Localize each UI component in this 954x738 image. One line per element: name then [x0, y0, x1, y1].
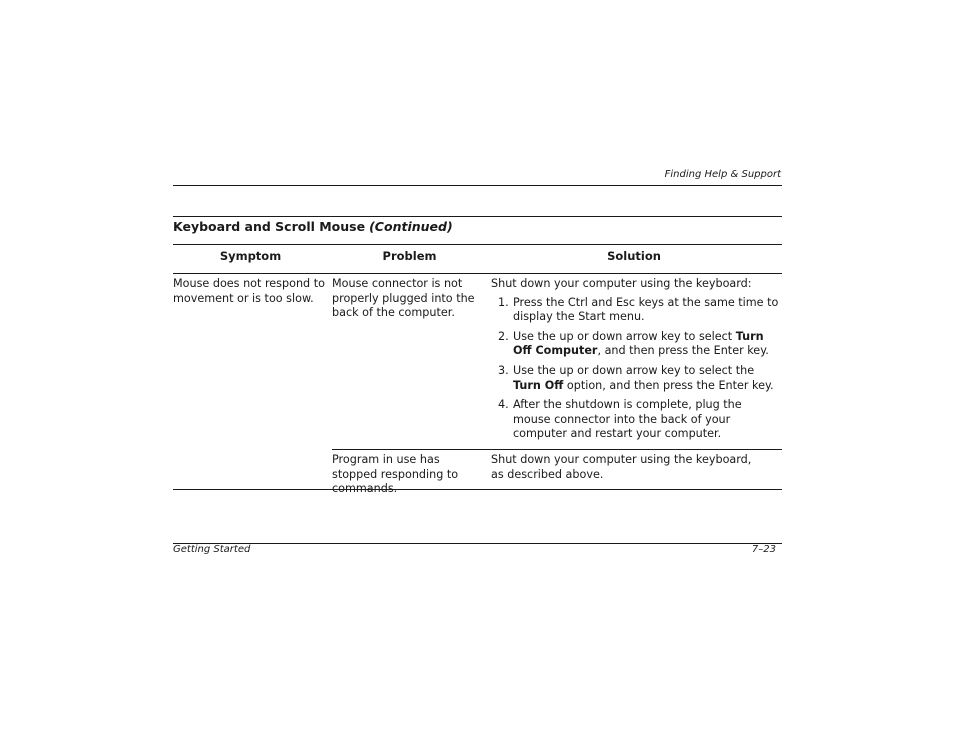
- title-rule: [173, 244, 782, 245]
- row2-problem: Program in use has stopped responding to commands.: [332, 453, 459, 496]
- step-text: Press the Ctrl and Esc keys at the same time to display the Start menu.: [513, 295, 779, 324]
- row1-solution: [491, 277, 781, 447]
- step-text: Use the up or down arrow key to select the: [513, 363, 755, 377]
- row1-symptom: Mouse does not respond to movement or is too slow.: [173, 277, 325, 305]
- header-rule: [173, 185, 782, 186]
- page-number: 7–23: [751, 544, 776, 555]
- column-header-symptom: Symptom: [219, 249, 282, 263]
- solution-steps-list: [491, 296, 781, 442]
- step-text-after: option, and then press the Enter key.: [563, 378, 774, 392]
- step-text-after: , and then press the Enter key.: [597, 344, 769, 358]
- row2-solution: Shut down your computer using the keyboard, as described above.: [491, 453, 752, 481]
- row-divider-rule: [332, 449, 782, 450]
- step-number: 2.: [498, 329, 509, 343]
- step-emphasis: Turn Off Computer: [513, 329, 764, 358]
- solution-step-4: [491, 398, 781, 442]
- running-header: Finding Help & Support: [664, 169, 781, 180]
- table-title: [173, 219, 453, 234]
- table-title-main: Keyboard and Scroll Mouse: [173, 219, 366, 234]
- step-text: After the shutdown is complete, plug the mouse connector into the back of your computer and restart your computer.: [513, 398, 742, 441]
- column-header-solution: Solution: [607, 249, 661, 263]
- step-number: 3.: [498, 363, 509, 377]
- row1-solution-intro: Shut down your computer using the keyboard:: [491, 277, 752, 290]
- solution-step-2: [491, 330, 781, 359]
- column-header-problem: Problem: [382, 249, 437, 263]
- header-row-rule: [173, 273, 782, 274]
- step-number: 4.: [498, 398, 509, 412]
- footer-book-title: Getting Started: [173, 544, 251, 555]
- step-number: 1.: [498, 295, 509, 309]
- solution-step-1: [491, 296, 781, 325]
- solution-step-3: [491, 364, 781, 393]
- table-top-rule: [173, 216, 782, 217]
- footer-rule: [173, 543, 782, 544]
- step-text: Use the up or down arrow key to select: [513, 329, 736, 343]
- table-bottom-rule: [173, 489, 782, 490]
- step-emphasis: Turn Off: [513, 378, 564, 392]
- table-title-suffix: (Continued): [369, 219, 453, 234]
- row1-problem: Mouse connector is not properly plugged into the back of the computer.: [332, 277, 475, 320]
